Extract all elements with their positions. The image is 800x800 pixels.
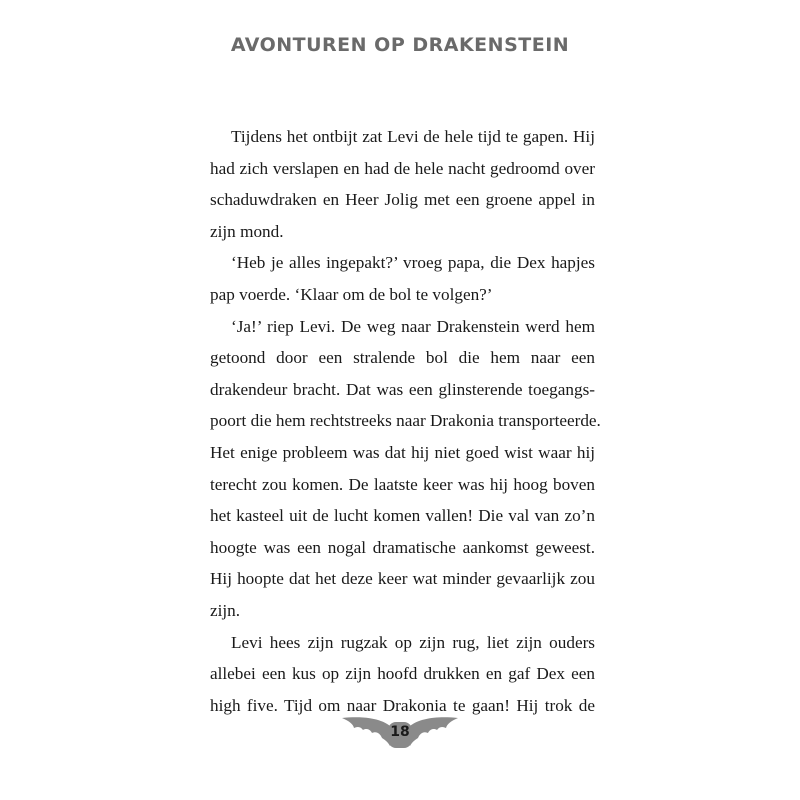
text-line: schaduwdraken en Heer Jolig met een groene appel in	[210, 190, 595, 210]
text-line: zijn mond.	[210, 221, 284, 241]
page-number: 18	[390, 724, 410, 740]
text-line: high five. Tijd om naar Drakonia te gaan! Hij trok de	[210, 695, 595, 715]
text-line: allebei een kus op zijn hoofd drukken en gaf Dex een	[210, 664, 595, 684]
text-line: pap voerde. ‘Klaar om de bol te volgen?’	[210, 284, 493, 304]
text-line: Tijdens het ontbijt zat Levi de hele tijd te gapen. Hij	[231, 127, 595, 146]
text-line: ‘Heb je alles ingepakt?’ vroeg papa, die Dex hapjes	[231, 253, 595, 273]
page-number-ornament	[340, 712, 460, 752]
running-header: AVONTUREN OP DRAKENSTEIN	[230, 34, 570, 56]
text-line: hoogte was een nogal dramatische aankomst geweest.	[210, 537, 595, 557]
text-line: terecht zou komen. De laatste keer was hij hoog boven	[210, 474, 595, 494]
text-line: het kasteel uit de lucht komen vallen! Die val van zo’n	[210, 506, 595, 526]
text-line: zijn.	[210, 600, 241, 620]
text-line: Het enige probleem was dat hij niet goed wist waar hij	[210, 442, 595, 462]
text-line: Hij hoopte dat het deze keer wat minder gevaarlijk zou	[210, 569, 595, 589]
text-line: ‘Ja!’ riep Levi. De weg naar Drakenstein werd hem	[231, 316, 595, 336]
text-line: had zich verslapen en had de hele nacht gedroomd over	[210, 158, 595, 178]
text-line: Levi hees zijn rugzak op zijn rug, liet zijn ouders	[231, 632, 595, 652]
text-line: drakendeur bracht. Dat was een glinsterende toegangs-	[210, 379, 595, 399]
text-line: poort die hem rechtstreeks naar Drakonia transporteerde.	[210, 411, 601, 431]
body-text	[210, 121, 601, 721]
text-line: getoond door een stralende bol die hem naar een	[210, 348, 595, 368]
